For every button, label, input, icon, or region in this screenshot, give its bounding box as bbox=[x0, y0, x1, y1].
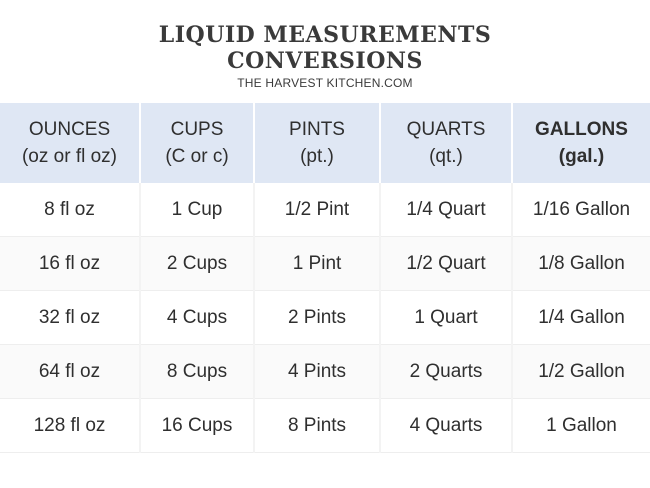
column-header-sublabel: (qt.) bbox=[429, 146, 463, 167]
conversion-table bbox=[0, 103, 650, 453]
column-header-ounces bbox=[0, 103, 140, 183]
column-header-sublabel: (gal.) bbox=[558, 146, 605, 167]
column-header-quarts bbox=[380, 103, 512, 183]
cell-gallons: 1/4 Gallon bbox=[512, 291, 650, 345]
cell-ounces: 16 fl oz bbox=[0, 237, 140, 291]
column-header-label: GALLONS bbox=[535, 119, 628, 140]
cell-quarts: 2 Quarts bbox=[380, 345, 512, 399]
cell-cups: 1 Cup bbox=[140, 183, 254, 237]
table-row bbox=[0, 399, 650, 453]
column-header-sublabel: (C or c) bbox=[165, 146, 229, 167]
cell-ounces: 32 fl oz bbox=[0, 291, 140, 345]
column-header-gallons bbox=[512, 103, 650, 183]
column-header-label: OUNCES bbox=[28, 119, 111, 140]
cell-pints: 1/2 Pint bbox=[254, 183, 380, 237]
cell-cups: 8 Cups bbox=[140, 345, 254, 399]
column-header-cups bbox=[140, 103, 254, 183]
table-header bbox=[0, 103, 650, 183]
cell-gallons: 1/16 Gallon bbox=[512, 183, 650, 237]
table-body bbox=[0, 183, 650, 453]
header-row bbox=[0, 103, 650, 183]
cell-pints: 1 Pint bbox=[254, 237, 380, 291]
cell-quarts: 1/2 Quart bbox=[380, 237, 512, 291]
cell-ounces: 128 fl oz bbox=[0, 399, 140, 453]
column-header-sublabel: (oz or fl oz) bbox=[21, 146, 118, 167]
cell-ounces: 8 fl oz bbox=[0, 183, 140, 237]
column-header-label: PINTS bbox=[289, 119, 345, 140]
column-header-sublabel: (pt.) bbox=[300, 146, 334, 167]
table-row bbox=[0, 345, 650, 399]
cell-quarts: 1 Quart bbox=[380, 291, 512, 345]
table-row bbox=[0, 183, 650, 237]
cell-cups: 2 Cups bbox=[140, 237, 254, 291]
page-title-line-2: CONVERSIONS bbox=[227, 48, 423, 74]
column-header-pints bbox=[254, 103, 380, 183]
cell-pints: 2 Pints bbox=[254, 291, 380, 345]
column-header-label: QUARTS bbox=[406, 119, 486, 140]
table-row bbox=[0, 291, 650, 345]
cell-gallons: 1 Gallon bbox=[512, 399, 650, 453]
cell-quarts: 1/4 Quart bbox=[380, 183, 512, 237]
cell-cups: 16 Cups bbox=[140, 399, 254, 453]
page-title-line-1: LIQUID MEASUREMENTS bbox=[158, 22, 492, 48]
cell-gallons: 1/8 Gallon bbox=[512, 237, 650, 291]
cell-gallons: 1/2 Gallon bbox=[512, 345, 650, 399]
cell-cups: 4 Cups bbox=[140, 291, 254, 345]
table-row bbox=[0, 237, 650, 291]
column-header-label: CUPS bbox=[170, 119, 224, 140]
cell-quarts: 4 Quarts bbox=[380, 399, 512, 453]
cell-pints: 8 Pints bbox=[254, 399, 380, 453]
cell-pints: 4 Pints bbox=[254, 345, 380, 399]
source-subtitle: THE HARVEST KITCHEN.COM bbox=[237, 76, 413, 90]
cell-ounces: 64 fl oz bbox=[0, 345, 140, 399]
